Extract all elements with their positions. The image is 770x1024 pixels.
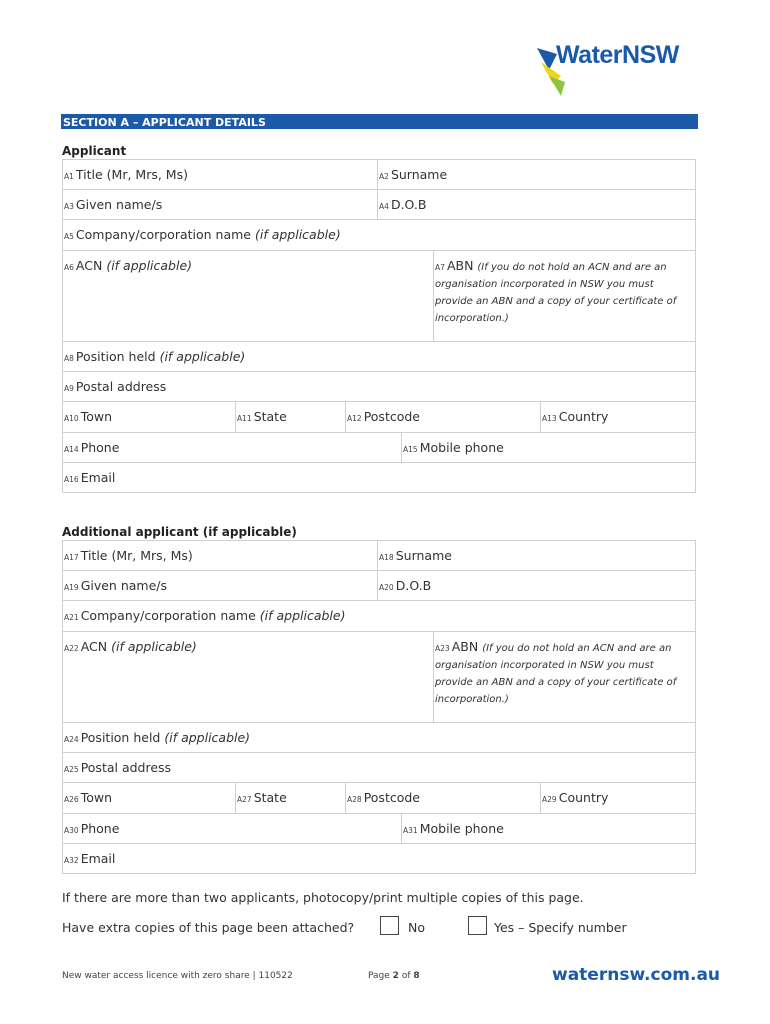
field-mobile-phone-2[interactable]: A31 Mobile phone	[402, 814, 696, 844]
field-abn[interactable]: A7 ABN (If you do not hold an ACN and are an organisation incorporated in NSW you must provide an ABN and a copy of your certificate of incorporation.)	[434, 251, 696, 342]
field-mobile-phone[interactable]: A15 Mobile phone	[402, 433, 696, 463]
document-name: New water access licence with zero share | 110522	[62, 971, 293, 981]
field-acn[interactable]: A6 ACN (if applicable)	[63, 251, 434, 342]
yes-checkbox[interactable]	[468, 916, 487, 935]
field-town[interactable]: A10 Town	[63, 402, 236, 433]
field-town-2[interactable]: A26 Town	[63, 783, 236, 814]
section-header: SECTION A – APPLICANT DETAILS	[61, 114, 698, 129]
logo-text: WaterNSW	[556, 41, 679, 69]
applicant-heading: Applicant	[62, 144, 127, 158]
field-given-names[interactable]: A3 Given name/s	[63, 190, 378, 220]
field-given-names-2[interactable]: A19 Given name/s	[63, 571, 378, 601]
additional-applicant-table	[62, 540, 696, 874]
field-surname-2[interactable]: A18 Surname	[378, 541, 696, 571]
no-checkbox[interactable]	[380, 916, 399, 935]
field-phone-2[interactable]: A30 Phone	[63, 814, 402, 844]
field-title[interactable]: A1 Title (Mr, Mrs, Ms)	[63, 160, 378, 190]
field-state-2[interactable]: A27 State	[236, 783, 346, 814]
applicant-table	[62, 159, 696, 493]
website-link[interactable]: waternsw.com.au	[552, 965, 721, 985]
yes-label: Yes – Specify number	[494, 920, 627, 935]
field-title-2[interactable]: A17 Title (Mr, Mrs, Ms)	[63, 541, 378, 571]
field-dob-2[interactable]: A20 D.O.B	[378, 571, 696, 601]
field-position-held-2[interactable]: A24 Position held (if applicable)	[63, 723, 696, 753]
field-postal-address[interactable]: A9 Postal address	[63, 372, 696, 402]
page-indicator: Page 2 of 8	[368, 971, 420, 981]
copies-instruction: If there are more than two applicants, photocopy/print multiple copies of this page.	[62, 890, 584, 905]
no-label: No	[408, 920, 425, 935]
field-email-2[interactable]: A32 Email	[63, 844, 696, 874]
field-phone[interactable]: A14 Phone	[63, 433, 402, 463]
field-postal-address-2[interactable]: A25 Postal address	[63, 753, 696, 783]
field-dob[interactable]: A4 D.O.B	[378, 190, 696, 220]
copies-question: Have extra copies of this page been attached?	[62, 920, 355, 935]
field-postcode[interactable]: A12 Postcode	[346, 402, 541, 433]
additional-applicant-heading: Additional applicant (if applicable)	[62, 525, 297, 539]
field-company-name-2[interactable]: A21 Company/corporation name (if applicable)	[63, 601, 696, 632]
field-email[interactable]: A16 Email	[63, 463, 696, 493]
field-state[interactable]: A11 State	[236, 402, 346, 433]
field-surname[interactable]: A2 Surname	[378, 160, 696, 190]
field-acn-2[interactable]: A22 ACN (if applicable)	[63, 632, 434, 723]
field-position-held[interactable]: A8 Position held (if applicable)	[63, 342, 696, 372]
field-country-2[interactable]: A29 Country	[541, 783, 696, 814]
field-country[interactable]: A13 Country	[541, 402, 696, 433]
field-abn-2[interactable]: A23 ABN (If you do not hold an ACN and are an organisation incorporated in NSW you must provide an ABN and a copy of your certificate of incorporation.)	[434, 632, 696, 723]
field-postcode-2[interactable]: A28 Postcode	[346, 783, 541, 814]
field-company-name[interactable]: A5 Company/corporation name (if applicable)	[63, 220, 696, 251]
